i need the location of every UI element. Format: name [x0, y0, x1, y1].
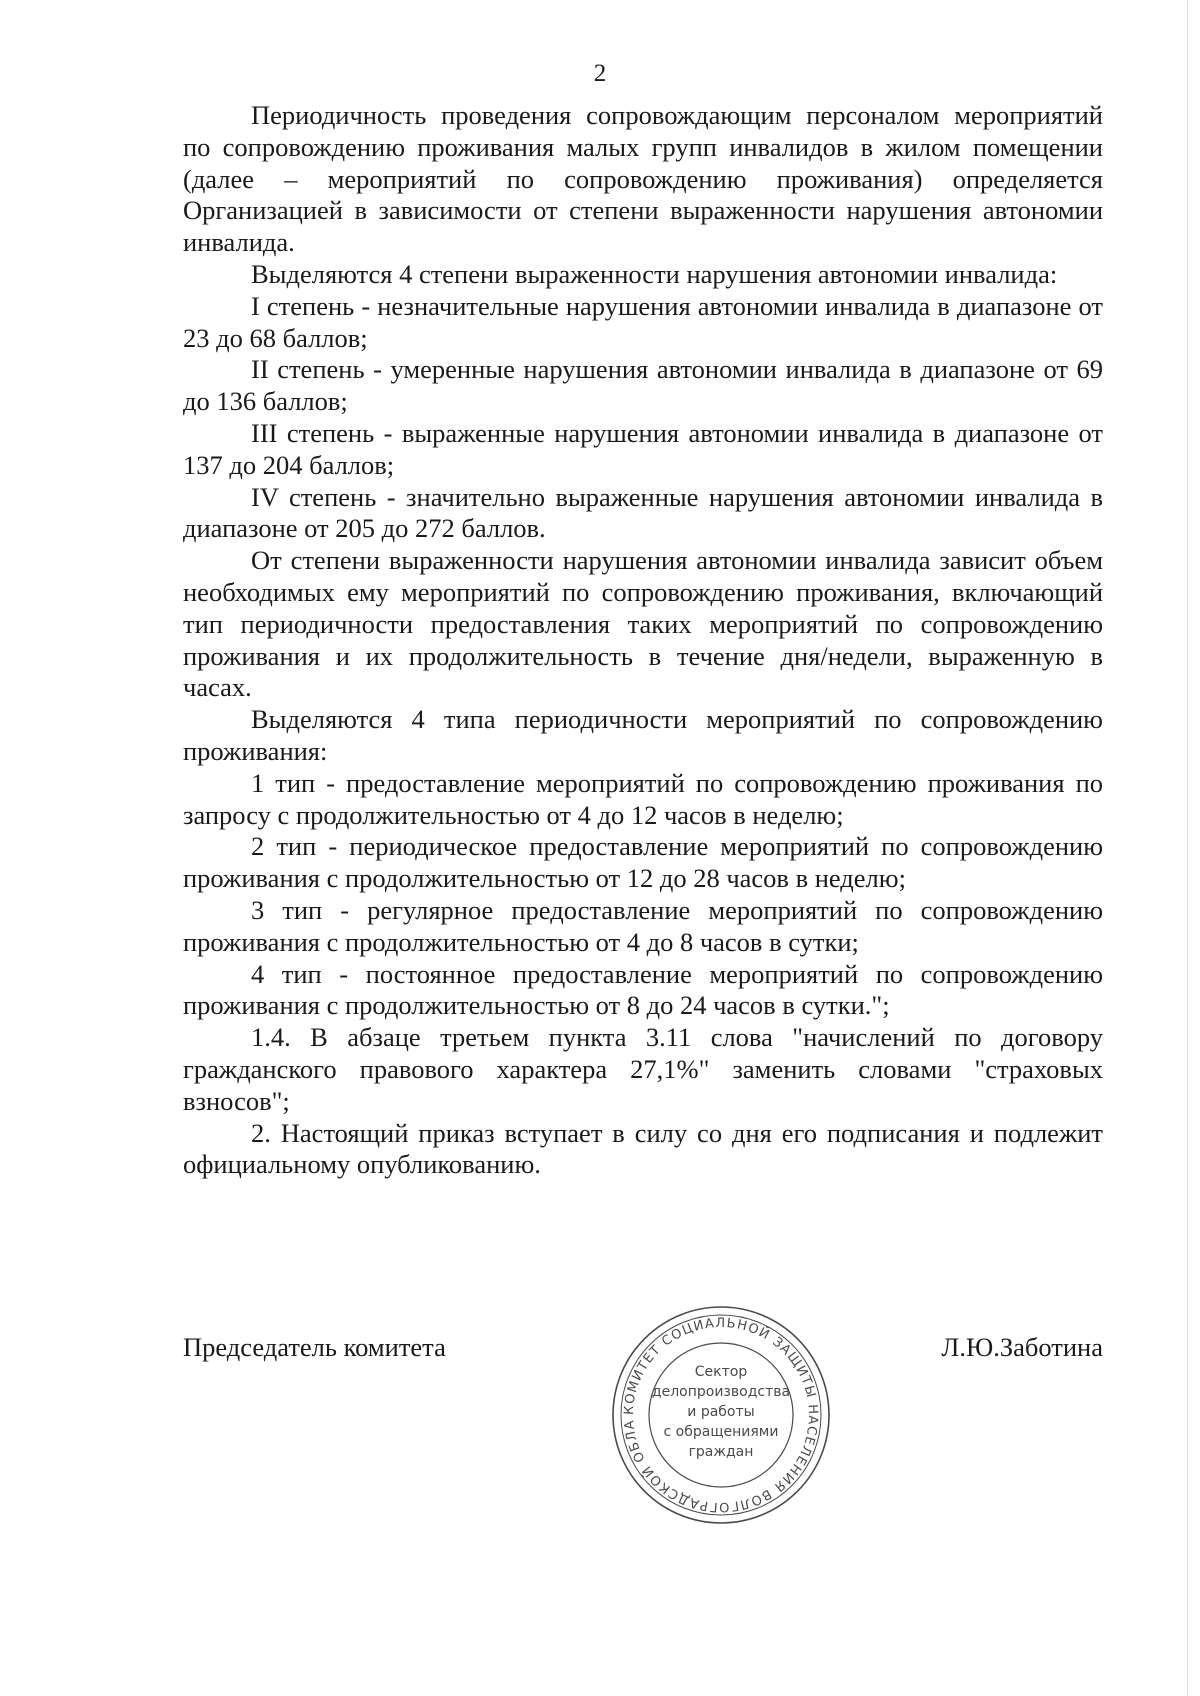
- paragraph-effective-date: 2. Настоящий приказ вступает в силу со дня его подписания и подлежит официальному опубликованию.: [183, 1117, 1103, 1180]
- paragraph-degrees-intro: Выделяются 4 степени выраженности нарушения автономии инвалида:: [251, 258, 1058, 289]
- page-number: 2: [593, 60, 607, 87]
- stamp-line: делопроизводства: [651, 1384, 791, 1400]
- paragraph-type-2: 2 тип - периодическое предоставление мероприятий по сопровождению проживания с продолжительностью от 12 до 28 часов в неделю;: [183, 831, 1103, 894]
- paragraph-amendment-1-4: 1.4. В абзаце третьем пункта 3.11 слова "начислений по договору гражданского правового характера 27,1%" заменить словами "страховых взносов";: [183, 1022, 1103, 1116]
- paragraph-types-intro: Выделяются 4 типа периодичности мероприятий по сопровождению проживания:: [183, 704, 1103, 766]
- paragraph-type-3: 3 тип - регулярное предоставление мероприятий по сопровождению проживания с продолжительностью от 4 до 8 часов в сутки;: [183, 894, 1103, 957]
- paragraph-degree-1: I степень - незначительные нарушения автономии инвалида в диапазоне от 23 до 68 баллов;: [183, 290, 1103, 353]
- paragraph-degree-3: III степень - выраженные нарушения автономии инвалида в диапазоне от 137 до 204 баллов;: [183, 417, 1103, 480]
- document-body: [183, 100, 1103, 1181]
- signatory-title: Председатель комитета: [183, 1332, 446, 1362]
- stamp-outer-text: КОМИТЕТ СОЦИАЛЬНОЙ ЗАЩИТЫ НАСЕЛЕНИЯ ВОЛГОГРАДСКОЙ ОБЛА: [621, 1315, 821, 1515]
- paragraph-volume: От степени выраженности нарушения автономии инвалида зависит объем необходимых ему мероприятий по сопровождению проживания, включающий тип периодичности предоставления таких мероприятий по сопровождению проживания и их продолжительность в течение дня/недели, выраженную в часах.: [183, 545, 1103, 703]
- signature-block: [183, 1332, 1103, 1372]
- paragraph-type-1: 1 тип - предоставление мероприятий по сопровождению проживания по запросу с продолжительностью от 4 до 12 часов в неделю;: [183, 767, 1103, 830]
- stamp-line: и работы: [687, 1404, 755, 1420]
- paragraph-degree-2: II степень - умеренные нарушения автономии инвалида в диапазоне от 69 до 136 баллов;: [183, 354, 1103, 417]
- scan-edge-line: [1187, 0, 1188, 1696]
- paragraph-degree-4: IV степень - значительно выраженные нарушения автономии инвалида в диапазоне от 205 до 272 баллов.: [183, 481, 1103, 544]
- paragraph-type-4: 4 тип - постоянное предоставление мероприятий по сопровождению проживания с продолжительностью от 8 до 24 часов в сутки.";: [183, 958, 1103, 1021]
- stamp-line: граждан: [688, 1444, 754, 1460]
- stamp-line: с обращениями: [663, 1424, 779, 1440]
- signatory-name: Л.Ю.Заботина: [941, 1332, 1103, 1362]
- stamp-line: Сектор: [694, 1364, 748, 1380]
- paragraph-periodicity: Периодичность проведения сопровождающим персоналом мероприятий по сопровождению проживания малых групп инвалидов в жилом помещении (далее – мероприятий по сопровождению проживания) определяется Организацией в зависимости от степени выраженности нарушения автономии инвалида.: [183, 100, 1103, 258]
